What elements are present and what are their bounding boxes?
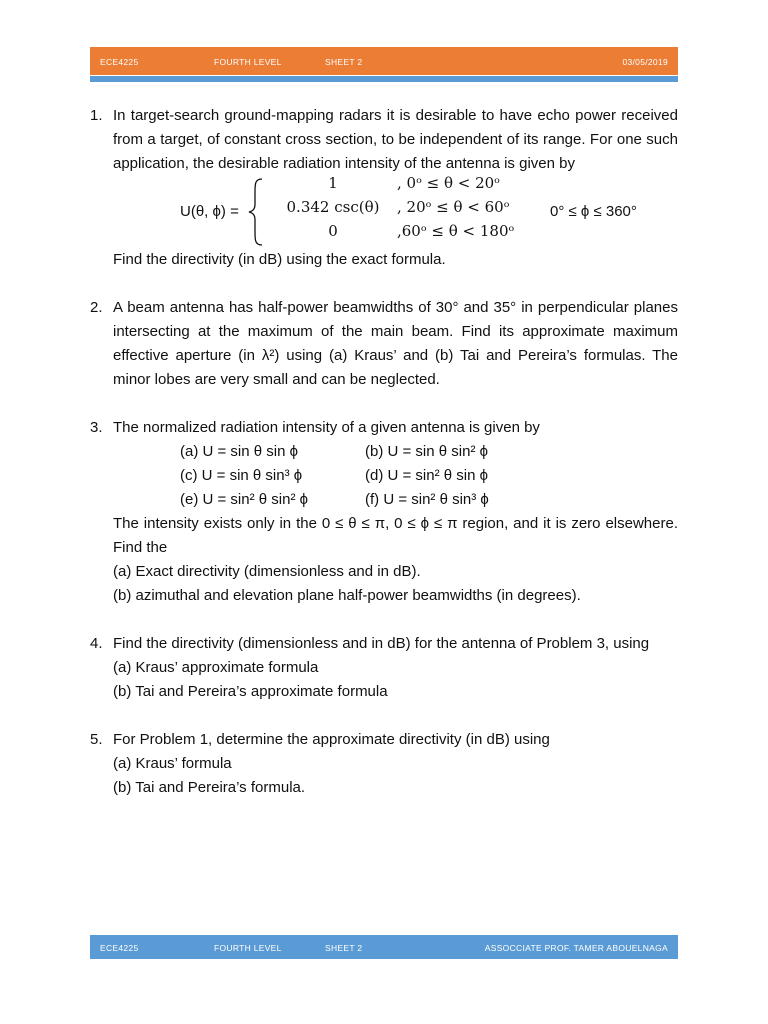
case-value: 1 [328,174,338,192]
equation-lhs: U(θ, ϕ) = [180,203,239,220]
problem-part: (b) azimuthal and elevation plane half-power beamwidths (in degrees). [113,587,581,604]
problem-part: (a) Kraus’ approximate formula [113,659,319,676]
problem-3 [90,416,678,608]
case-condition: ,60ᵒ ≤ θ < 180ᵒ [397,222,515,240]
problem-text: In target-search ground-mapping radars it is desirable to have echo power received from a target, of constant cross section, to be independent of its range. For one such application, the desirable radiation intensity of the antenna is given by [113,107,678,172]
problem-1 [90,104,678,272]
problem-part: (b) Tai and Pereira’s formula. [113,779,306,796]
option: (f) U = sin² θ sin³ ϕ [365,491,489,508]
header-divider [90,76,678,82]
problem-part: (b) Tai and Pereira’s approximate formula [113,683,388,700]
option-row [113,440,678,464]
problem-2 [90,296,678,392]
footer-author: ASSOCCIATE PROF. TAMER ABOUELNAGA [484,943,668,953]
header-sheet: SHEET 2 [325,57,363,67]
option-row [113,488,678,512]
footer-level: FOURTH LEVEL [214,943,282,953]
piecewise-equation [113,176,678,248]
case-condition: , 20ᵒ ≤ θ < 60ᵒ [397,198,510,216]
problem-text: Find the directivity (dimensionless and in dB) for the antenna of Problem 3, using [113,635,650,652]
option: (e) U = sin² θ sin² ϕ [180,491,309,508]
problem-text: For Problem 1, determine the approximate directivity (in dB) using [113,731,550,748]
problem-number: 3. [90,419,103,436]
problem-4 [90,632,678,704]
option: (c) U = sin θ sin³ ϕ [180,467,303,484]
header-bar [90,47,678,75]
problem-list [90,104,678,824]
option: (b) U = sin θ sin² ϕ [365,443,489,460]
left-brace-icon [246,176,266,248]
phi-range: 0° ≤ ϕ ≤ 360° [550,203,637,220]
footer-sheet: SHEET 2 [325,943,363,953]
problem-part: (a) Exact directivity (dimensionless and in dB). [113,563,421,580]
case-condition: , 0ᵒ ≤ θ < 20ᵒ [397,174,500,192]
footer-bar [90,935,678,959]
header-course: ECE4225 [100,57,139,67]
problem-number: 5. [90,731,103,748]
header-date: 03/05/2019 [622,57,668,67]
problem-number: 4. [90,635,103,652]
option: (d) U = sin² θ sin ϕ [365,467,489,484]
header-level: FOURTH LEVEL [214,57,282,67]
problem-number: 2. [90,299,103,316]
problem-text: The normalized radiation intensity of a given antenna is given by [113,419,540,436]
problem-question: Find the directivity (in dB) using the exact formula. [113,251,446,268]
case-value: 0 [328,222,338,240]
footer-course: ECE4225 [100,943,139,953]
option-row [113,464,678,488]
option: (a) U = sin θ sin ϕ [180,443,299,460]
problem-number: 1. [90,107,103,124]
problem-part: (a) Kraus’ formula [113,755,232,772]
problem-text: A beam antenna has half-power beamwidths of 30° and 35° in perpendicular planes intersecting at the maximum of the main beam. Find its approximate maximum effective aperture (in λ²) using (a) Kraus’ and (b) Tai and Pereira’s formulas. The minor lobes are very small and can be neglected. [113,299,678,388]
problem-5 [90,728,678,800]
problem-note: The intensity exists only in the 0 ≤ θ ≤ π, 0 ≤ ϕ ≤ π region, and it is zero elsewhere. Find the [113,515,678,556]
case-value: 0.342 csc(θ) [286,198,380,216]
